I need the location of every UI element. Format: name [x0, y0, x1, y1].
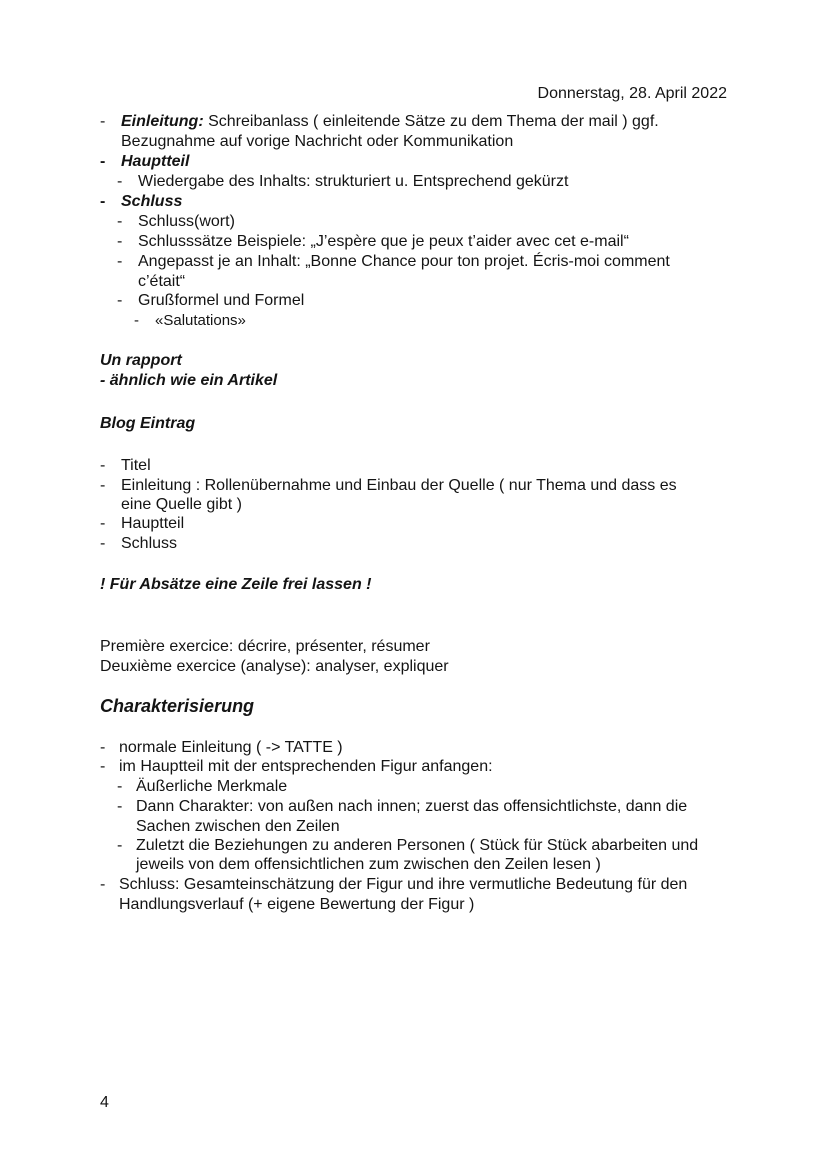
bullet-dash: - — [100, 477, 106, 494]
bullet-dash: - — [100, 515, 106, 532]
einleitung-text: Schreibanlass ( einleitende Sätze zu dem Thema der mail ) ggf. — [203, 113, 659, 130]
schluss-sub-text: Schlusssätze Beispiele: „J’espère que je peux t’aider avec cet e-mail“ — [138, 233, 629, 250]
schluss-sub-text: c’était“ — [138, 273, 186, 290]
bullet-dash: - — [117, 253, 123, 270]
exercise-second: Deuxième exercice (analyse): analyser, expliquer — [100, 658, 449, 675]
page-date: Donnerstag, 28. April 2022 — [537, 85, 727, 102]
hauptteil-sub-text: Wiedergabe des Inhalts: strukturiert u. Entsprechend gekürzt — [138, 173, 569, 190]
bullet-dash: - — [100, 535, 106, 552]
bullet-dash: - — [117, 798, 123, 815]
bullet-dash: - — [100, 876, 106, 893]
rapport-line: - ähnlich wie ein Artikel — [100, 372, 278, 389]
bullet-dash: - — [100, 153, 106, 170]
bullet-dash: - — [117, 837, 123, 854]
charakter-subitem-text: Sachen zwischen den Zeilen — [136, 818, 340, 835]
charakter-subitem-text: jeweils von dem offensichtlichen zum zwischen den Zeilen lesen ) — [136, 856, 601, 873]
bullet-dash: - — [117, 213, 123, 230]
blog-item-text: eine Quelle gibt ) — [121, 496, 242, 513]
schluss-sub-text: Schluss(wort) — [138, 213, 235, 230]
charakter-subitem-text: Dann Charakter: von außen nach innen; zuerst das offensichtlichste, dann die — [136, 798, 688, 815]
bullet-dash: - — [117, 173, 123, 190]
note-line: ! Für Absätze eine Zeile frei lassen ! — [100, 576, 372, 593]
blog-item-text: Einleitung : Rollenübernahme und Einbau der Quelle ( nur Thema und dass es — [121, 477, 677, 494]
schluss-sub-text: Angepasst je an Inhalt: „Bonne Chance pour ton projet. Écris-moi comment — [138, 253, 670, 270]
bullet-dash: - — [117, 233, 123, 250]
einleitung-text-2: Bezugnahme auf vorige Nachricht oder Kommunikation — [121, 133, 514, 150]
schluss-sub-text: Grußformel und Formel — [138, 292, 305, 309]
bullet-dash: - — [117, 778, 123, 795]
bullet-dash: - — [100, 739, 106, 756]
blog-item-text: Schluss — [121, 535, 178, 552]
rapport-title: Un rapport — [100, 352, 182, 369]
charakter-item-text: im Hauptteil mit der entsprechenden Figur anfangen: — [119, 758, 493, 775]
schluss-label: Schluss — [121, 193, 183, 210]
charakter-item-text: Handlungsverlauf (+ eigene Bewertung der Figur ) — [119, 896, 475, 913]
charakter-title: Charakterisierung — [100, 696, 255, 716]
charakter-subitem-text: Zuletzt die Beziehungen zu anderen Personen ( Stück für Stück abarbeiten und — [136, 837, 699, 854]
blog-item-text: Titel — [121, 457, 151, 474]
bullet-dash: - — [100, 758, 106, 775]
exercise-first: Première exercice: décrire, présenter, résumer — [100, 638, 430, 655]
hauptteil-label: Hauptteil — [121, 153, 190, 170]
blog-item-text: Hauptteil — [121, 515, 185, 532]
schluss-sub-text: «Salutations» — [155, 312, 246, 329]
charakter-item-text: Schluss: Gesamteinschätzung der Figur und ihre vermutliche Bedeutung für den — [119, 876, 688, 893]
bullet-dash: - — [100, 113, 106, 130]
bullet-dash: - — [134, 312, 139, 329]
charakter-subitem-text: Äußerliche Merkmale — [136, 778, 288, 795]
blog-title: Blog Eintrag — [100, 415, 196, 432]
bullet-dash: - — [100, 457, 106, 474]
charakter-item-text: normale Einleitung ( -> TATTE ) — [119, 739, 343, 756]
bullet-dash: - — [117, 292, 123, 309]
page-number: 4 — [100, 1094, 109, 1111]
bullet-dash: - — [100, 193, 106, 210]
einleitung-label: Einleitung: — [121, 113, 204, 130]
